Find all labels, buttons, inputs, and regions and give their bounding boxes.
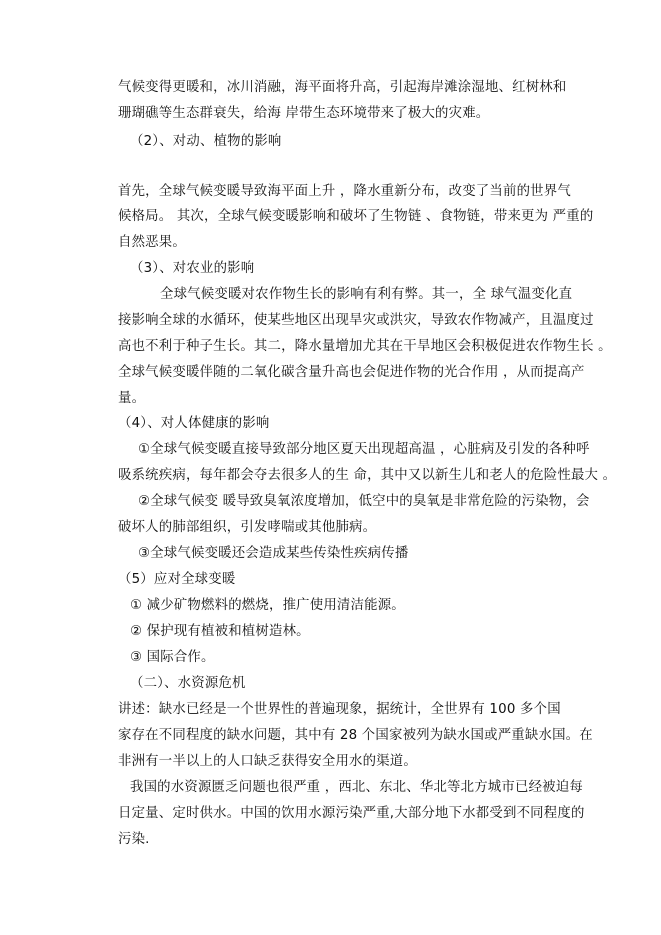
text-line: 破坏人的肺部组织，引发哮喘或其他肺病。 (118, 520, 377, 535)
text-line: 候格局。 其次，全球气候变暖影响和破坏了生物链 、食物链，带来更为 严重的 (118, 209, 594, 224)
text-line: 我国的水资源匮乏问题也很严重 ，西北、东北、华北等北方城市已经被迫每 (130, 780, 583, 795)
list-item: ② 保护现有植被和植树造林。 (130, 624, 310, 639)
text-line: 非洲有一半以上的人口缺乏获得安全用水的渠道。 (118, 754, 417, 769)
text-line: ③全球气候变暖还会造成某些传染性疾病传播 (138, 546, 409, 561)
text-line: 高也不利于种子生长。其二，降水量增加尤其在干旱地区会积极促进农作物生长 。 (118, 339, 612, 354)
list-item: ① 减少矿物燃料的燃烧，推广使用清洁能源。 (130, 598, 405, 613)
text-line: 接影响全球的水循环，使某些地区出现旱灾或洪灾，导致农作物减产，且温度过 (118, 313, 594, 328)
text-line: 气候变得更暖和，冰川消融，海平面将升高，引起海岸滩涂湿地、红树林和 (118, 80, 567, 95)
text-line: 污染. (118, 832, 150, 847)
text-line: 量。 (118, 391, 146, 406)
text-line: ①全球气候变暖直接导致部分地区夏天出现超高温 ，心脏病及引发的各种呼 (138, 442, 590, 457)
text-line: ②全球气候变 暖导致臭氧浓度增加，低空中的臭氧是非常危险的污染物，会 (138, 494, 590, 509)
section-heading: （2）、对动、植物的影响 (130, 134, 282, 149)
text-line: 讲述：缺水已经是一个世界性的普遍现象，据统计，全世界有 100 多个国 (118, 702, 561, 717)
section-heading: （4）、对人体健康的影响 (118, 416, 270, 431)
section-heading: （二）、水资源危机 (130, 676, 246, 691)
text-line: 日定量、定时供水。中国的饮用水源污染严重,大部分地下水都受到不同程度的 (118, 806, 585, 821)
list-item: ③ 国际合作。 (130, 650, 215, 665)
text-line: 珊瑚礁等生态群衰失，给海 岸带生态环境带来了极大的灾难。 (118, 106, 490, 121)
text-line: 自然恶果。 (118, 235, 186, 250)
text-line: 家存在不同程度的缺水问题，其中有 28 个国家被列为缺水国或严重缺水国。在 (118, 728, 593, 743)
text-line: 全球气候变暖伴随的二氧化碳含量升高也会促进作物的光合作用 ，从而提高产 (118, 365, 585, 380)
text-line: 首先，全球气候变暖导致海平面上升 ，降水重新分布，改变了当前的世界气 (118, 184, 571, 199)
section-heading: （3）、对农业的影响 (130, 261, 255, 276)
text-line: 吸系统疾病，每年都会夺去很多人的生 命，其中又以新生儿和老人的危险性最大 。 (118, 468, 617, 483)
section-heading: （5）应对全球变暖 (118, 572, 236, 587)
text-line: 全球气候变暖对农作物生长的影响有利有弊。其一，全 球气温变化直 (160, 287, 573, 302)
